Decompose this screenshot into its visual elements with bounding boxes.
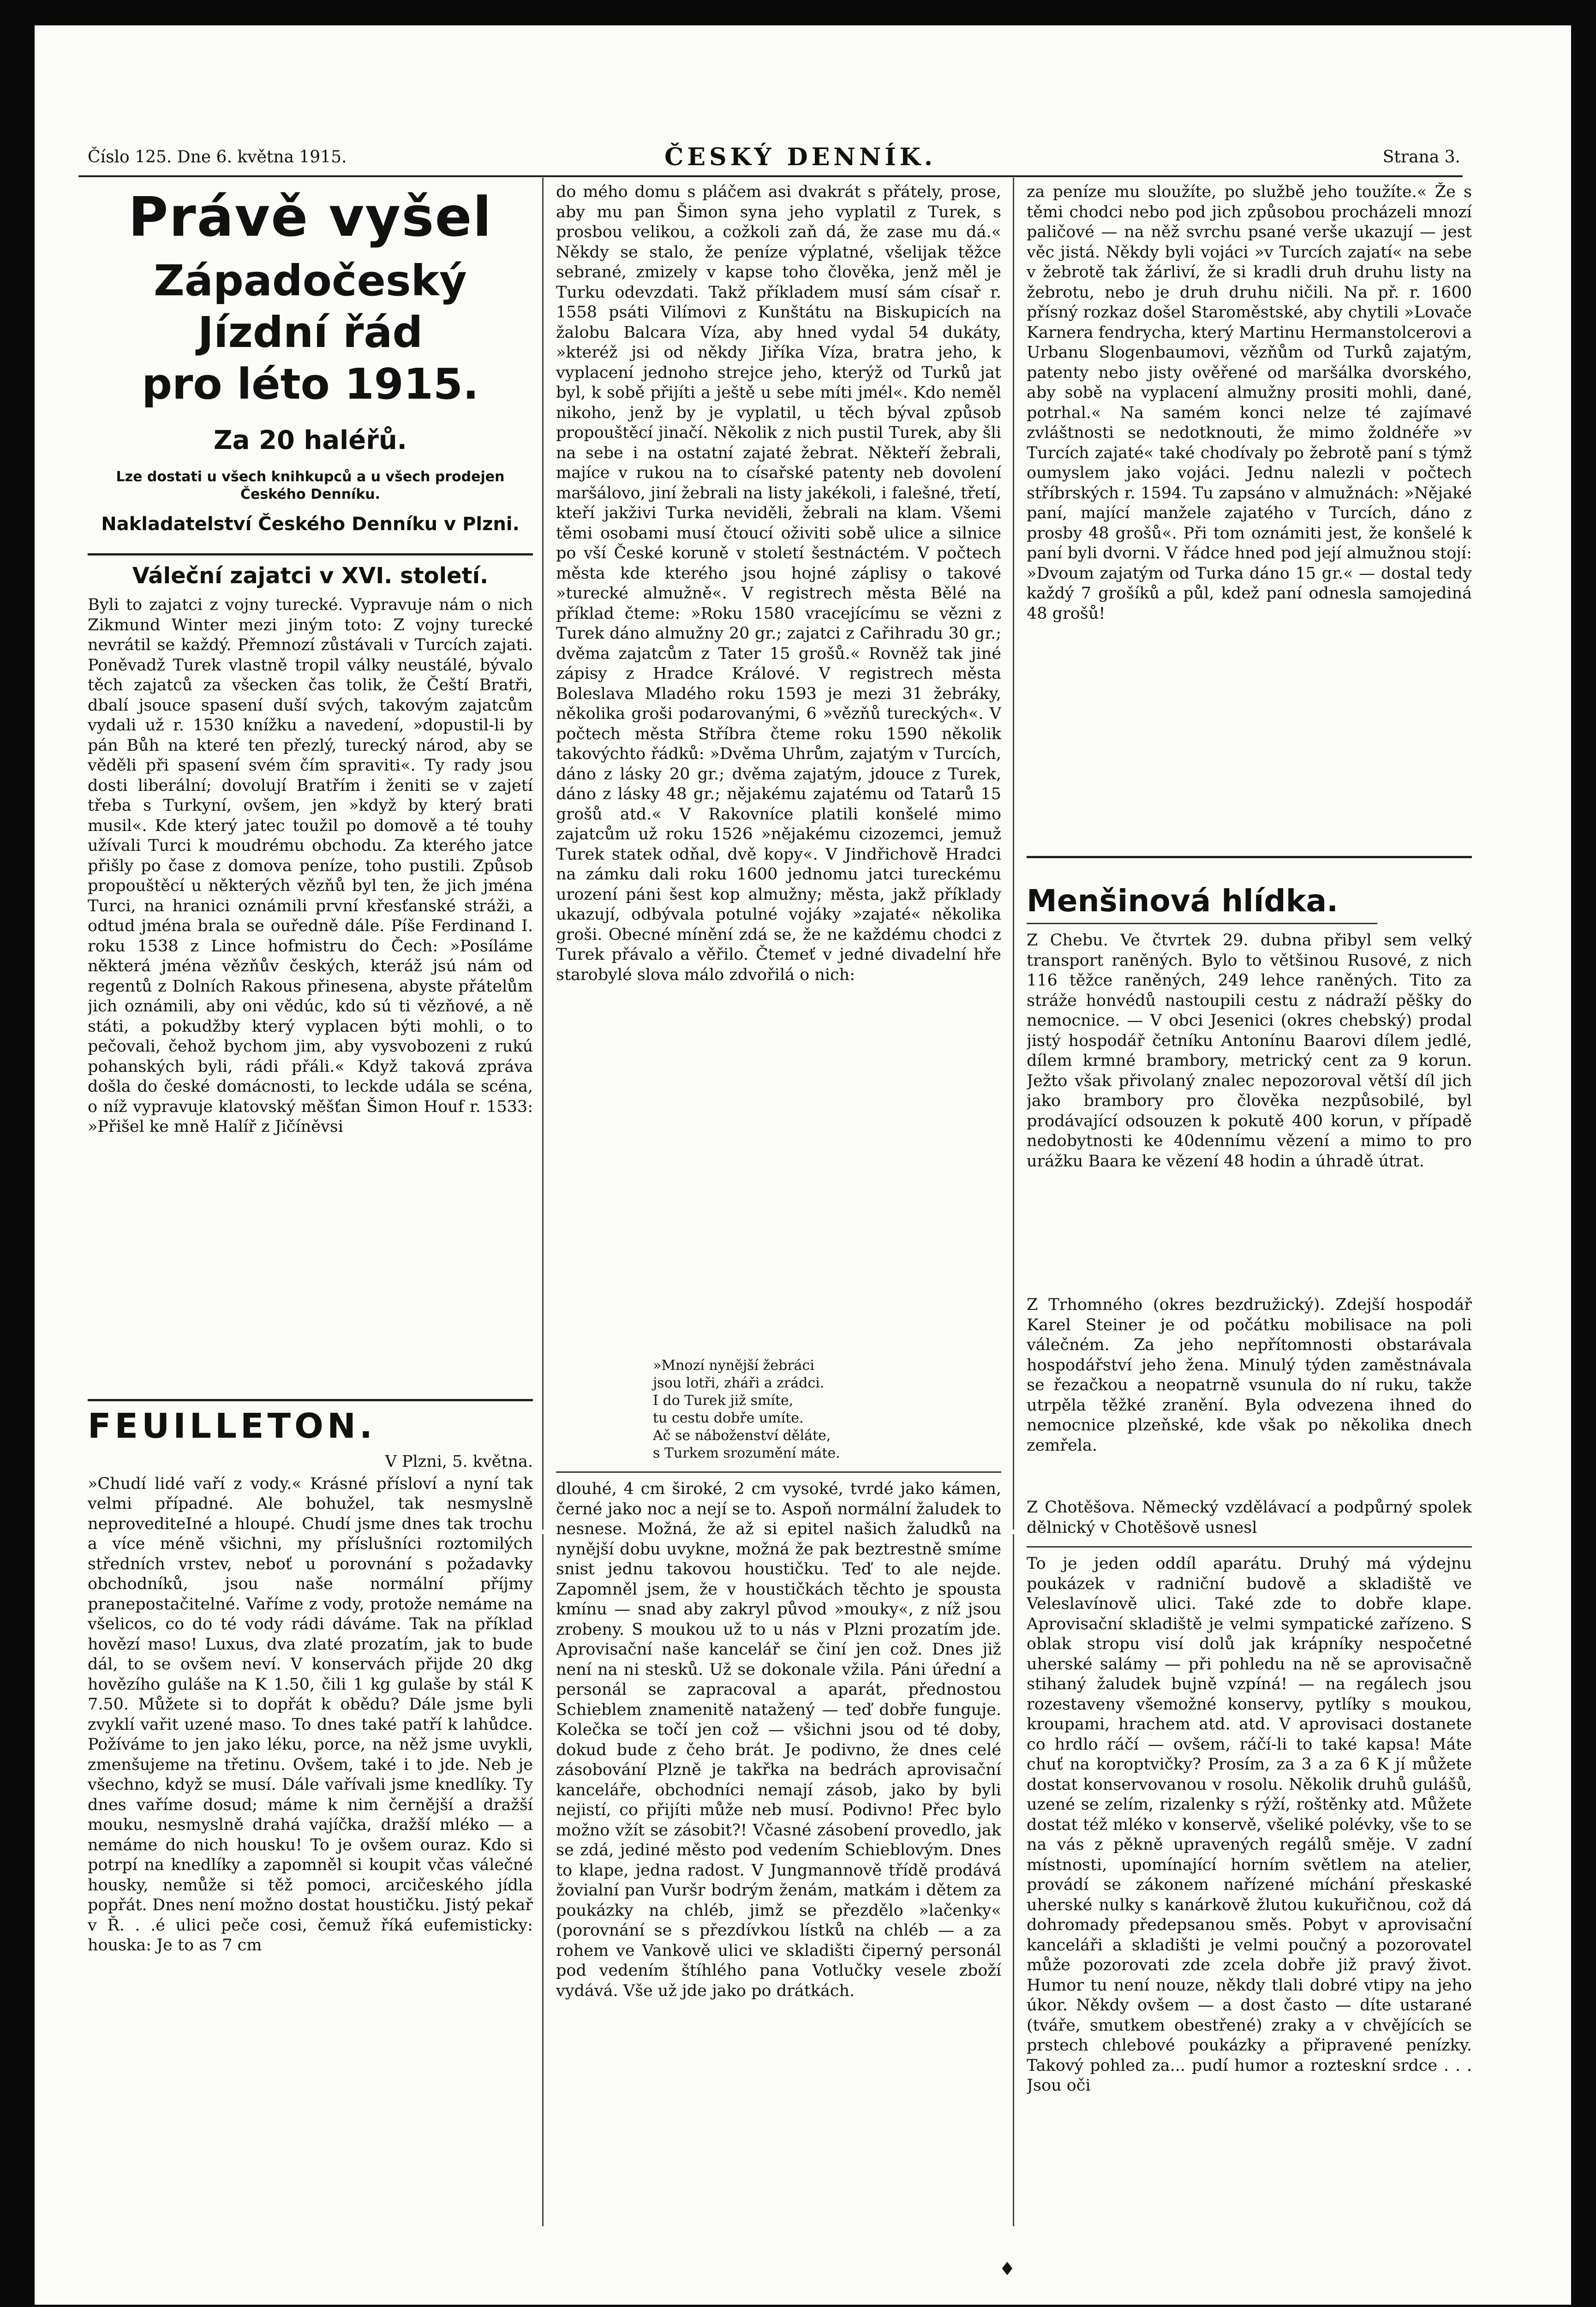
poem-line: s Turkem srozumění máte.	[653, 1445, 840, 1461]
article-text: Z Chebu. Ve čtvrtek 29. dubna přibyl sem velký transport raněných. Bylo to většinou Rusové, z nich 116 těžce raněných, 249 lehce raněných. Tito za stráže honvédů nastoupili cestu z nádraží pěšky do nemocnice. — V obci Jesenici (okres chebský) prodal jistý hospodář četníku Antonínu Baarovi dílem jedlé, dílem krmné brambory, metrický cent za 9 korun. Ježto však přivolaný znalec nepozoroval větší díl jich jako brambory pro člověka nezpůsobilé, byl prodávající odsouzen k pokutě 400 korun, v případě nedobytnosti ke 40dennímu vězení a mimo to pro urážku Baara ke vězení 48 hodin a úhradě útrat.	[1027, 931, 1472, 1171]
page-header	[88, 143, 1460, 175]
column-3	[1027, 182, 1472, 2209]
article-text: Z Trhomného (okres bezdružický). Zdejší hospodář Karel Steiner je od počátku mobilisace na poli válečném. Za jeho nepřítomnosti obstarávala hospodářství jeho žena. Minulý týden zaměstnávala se řezačkou a neopatrně vsunula do ní ruku, takže utrpěla těžké zranění. Byla odvezena ihned do nemocnice plzeňské, kde však po několika dnech zemřela.	[1027, 1296, 1472, 1455]
issue-info: Číslo 125. Dne 6. května 1915.	[88, 148, 347, 167]
column-rule	[542, 1534, 544, 2226]
poem-line: Ač se náboženství děláte,	[653, 1428, 831, 1444]
column-2	[556, 182, 1001, 2144]
feuilleton-text: To je jeden oddíl aparátu. Druhý má výdejnu poukázek v radniční budově a skladiště ve Veleslavínově ulici. Také zde to dobře klape. Aprovisační skladiště je velmi sympatické zařízeno. S oblak stropu visí dolů jak krápníky nespočetné uherské salámy — při pohledu na ně se aprovisačně stihaný žaludek bujně vzpíná! — na regálech jsou rozestaveny všemožné konservy, pytlíky s moukou, kroupami, hrachem atd. atd. V aprovisaci dostanete co hrdlo ráčí — ovšem, ráčí-li to také kapsa! Máte chuť na koroptvičky? Prosím, za 3 a za 6 K jí můžete dostat konservovanou v rosolu. Několik druhů gulášů, uzené se zelím, rizalenky s rýží, roštěnky atd. Můžete dostat též mléko v konservě, všeliké polévky, vše to se na vás z pěkně upravených regálů směje. V zadní místnosti, upomínající horním světlem na atelier, provádí se zákonem nařízené míchání přeskaské uherské nulky s kanárkově žlutou kukuřičnou, což dá dohromady předepsanou směs. Pobyt v aprovisační kanceláři a skladišti je velmi poučný a pozorovatel může pozorovati zde zcela dobře již pravý život. Humor tu není nouze, někdy tlali dobré vtipy na jeho úkor. Někdy ovšem — a dost často — díte ustarané (tváře, smutkem obestřené) zraky a v chvějících se prstech chlebové poukázky a připravené penízky. Takový pohled za... pudí humor a rozteskní srdce . . . Jsou oči	[1027, 1554, 1472, 2095]
article-text: za peníze mu sloužíte, po službě jeho toužíte.« Že s těmi chodci nebo pod jich způsobou procházeli mnozí paličové — na něž svrchu psané verše ukazují — jest věc jistá. Někdy byli vojáci »v Turcích zajatí« na sebe v žebrotě tak žárliví, že si kradli druh druhu listy na žebrotu, nebo je druh druhu ničili. Na př. r. 1600 přísný rozkaz došel Staroměstské, aby chytili »Lovače Karnera fendrycha, který Martinu Hermanstolcerovi a Urbanu Slogenbaumovi, vězňům od Turků zajatým, patenty nebo jisty ověřené od maršálka dvorského, aby sobě na vyplacení almužny prositi mohli, dané, potrhal.« Na samém konci nelze té zajímavé zvláštnosti se nedotknouti, že mimo žoldnéře »v Turcích zajaté« také chodívaly po žebrotě paní s týmž oumyslem jako vojáci. Jednu nalezli v počtech stříbrských r. 1594. Tu zapsáno v almužnách: »Nějaké paní, mající manžele zajatého v Turcích, dáno z prosby 48 grošů«. Při tom oznámiti jest, že konšelé k paní byli dvorni. V řádce hned pod její almužnou stojí: »Dvoum zajatým od Turka dáno 15 gr.« — dostal tedy každý 7 grošíků a půl, kdež paní odnesla samojediná 48 grošů!	[1027, 183, 1472, 623]
section-rule	[88, 1399, 533, 1401]
title-underline	[1027, 923, 1377, 924]
masthead: ČESKÝ DENNÍK.	[664, 143, 937, 171]
advertisement	[88, 187, 533, 536]
feuilleton-text: »Chudí lidé vaří z vody.« Krásné přísloví a nyní tak velmi případné. Ale bohužel, tak nesmyslně neprovediteIné a hloupé. Chudí jsme dnes tak trochu a více méně všichni, my příslušníci roztomilých středních vrstev, neboť u porovnání s požadavky obchodníků, jsou naše normální příjmy pranepostačitelné. Vaříme z vody, protože nemáme na všelicos, co do té vody rádi dáváme. Tak na příklad hovězí maso! Luxus, dva zlaté prozatím, jak to bude dál, to se ovšem neví. V konservách přijde 20 dkg hovězího guláše na K 1.50, čili 1 kg gulaše by stál K 7.50. Můžete si to dopřát k obědu? Dále jsme byli zvyklí vařit uzené maso. To dnes také patří k lahůdce. Požíváme to jen jako léku, porce, na něž jsme uvykli, zmenšujeme na třetinu. Ovšem, také i to jde. Neb je všechno, když se musí. Dále vařívali jsme knedlíky. Ty dnes vaříme dosud; máme k nim černější a dražší mouku, nesmyslně drahá vajíčka, dražší mléko — a nemáme do nich housku! To je ovšem ouraz. Kdo si potrpí na knedlíky a zapomněl si koupit včas válečné housky, nemůže si těž pomoci, arcičeského jídla popřát. Dnes není možno dostat houstičku. Jistý pekař v Ř. . .é ulici peče cosi, čemuž říká eufemisticky: houska: Je to as 7 cm	[88, 1474, 533, 1954]
section-rule	[1027, 856, 1472, 858]
newspaper-page	[35, 25, 1571, 2305]
ad-availability: Lze dostati u všech knihkupců a u všech prodejen Českého Denníku.	[116, 469, 505, 502]
section-rule	[556, 1471, 1001, 1473]
poem-line: I do Turek již smíte,	[653, 1393, 794, 1409]
article-title: Váleční zajatci v XVI. století.	[132, 563, 489, 589]
feuilleton-dateline: V Plzni, 5. května.	[385, 1452, 533, 1471]
poem-line: jsou lotři, zháři a zrádci.	[653, 1375, 825, 1391]
column-1	[88, 187, 533, 2065]
ad-region: Západočeský	[154, 256, 467, 305]
article-text: Byli to zajatci z vojny turecké. Vypravuje nám o nich Zikmund Winter mezi jiným toto: Z vojny turecké nevrátil se každý. Přemnozí zůstávali v Turcích zajati. Poněvadž Turek vlastně tropil války neustálé, bývalo těch zajatců za všecken čas tolik, že Čeští Bratři, dbalí jsouce spasení duší svých, takovým zajatcům vydali už r. 1530 knížku a navedení, »dopustil-li by pán Bůh na které ten přezlý, turecký národ, aby se věděli při spasení svém čím spraviti«. Ty rady jsou dosti liberální; dovolují Bratřím i ženiti se v zajetí třeba s Turkyní, ovšem, jen »když by který brati musil«. Kde který jatec toužil po domově a té touhy užívali Turci k moudrému obchodu. Za kterého jatce přišly po čase z domova peníze, toho pustili. Způsob propouštěcí u některých vězňů byl ten, že jich jména Turci, na hranici oznámili první křesťanské stráži, a odtud jména brala se ouředně dále. Píše Ferdinand I. roku 1538 z Lince hofmistru do Čech: »Posíláme některá jména vězňův českých, kteráž jsú nám od regentů z Dolních Rakous přinesena, abyste přátelům jich oznámili, aby oni vědúc, kdo sú ti vězňové, a ně státi, a pokudžby který vyplacen býti mohli, o to pečovali, čehož bychom jim, aby vysvobozeni z rukú pohanských byli, rádi přáli.« Když taková zpráva došla do české domácnosti, to leckde udála se scéna, o níž vypravuje klatovský měšťan Šimon Houf r. 1533: »Přišel ke mně Halíř z Jičíněvsi	[88, 596, 533, 1136]
column-rule	[542, 178, 544, 1530]
feuilleton-text: dlouhé, 4 cm široké, 2 cm vysoké, tvrdé jako kámen, černé jako noc a nejí se to. Aspoň normální žaludek to nesnese. Možná, že až si epitel našich žaludků na nynější dobu uvykne, možná že pak beztrestně smíme snist jednu takovou houstičku. Teď to ale nejde. Zapomněl jsem, že v houstičkách těchto je spousta kmínu — snad aby zakryl původ »mouky«, z níž jsou zrobeny. S moukou už to u nás v Plzni prozatím jde. Aprovisační naše kancelář se činí jen což. Dnes již není na ni stesků. Už se dokonale vžila. Páni úřední a personál se zapracoval a aparát, přednostou Schieblem znamenitě natažený — teď dobře funguje. Kolečka se točí jen což — všichni jsou od té doby, dokud bude z čeho brát. Je podivno, že dnes celé zásobování Plzně je takřka na bedrách aprovisační kanceláře, obchodníci nemají zásob, jako by byli nejistí, co přijíti může neb musí. Podivno! Přec bylo možno vžít se zásobit?! Včasné zásobení provedlo, jak se zdá, jediné město pod vedením Schieblovým. Dnes to klape, jedna radost. V Jungmannově třídě prodává žovialní pan Vuršr bodrým ženám, matkám i dětem za poukázky na chléb, jimž se přezdělo »lačenky« (porovnání se s přezdívkou lístků na chléb — a za rohem ve Vankově ulici ve skladišti čiperný personál pod vedením štíhlého pana Votlučky vesele zboží vydává. Vše už jde jako po drátkách.	[556, 1480, 1001, 2000]
column-rule	[1013, 178, 1014, 1530]
ad-headline: Právě vyšel	[128, 185, 492, 249]
ad-publisher: Nakladatelství Českého Denníku v Plzni.	[101, 514, 520, 535]
feuilleton-title: FEUILLETON.	[88, 1406, 377, 1446]
article-text: Z Chotěšova. Německý vzdělávací a podpůrný spolek dělnický v Chotěšově usnesl	[1027, 1498, 1472, 1537]
ad-season: pro léto 1915.	[142, 359, 479, 409]
section-rule	[1027, 1546, 1472, 1548]
poem	[556, 1357, 1001, 1462]
section-rule	[88, 553, 533, 556]
poem-line: »Mnozí nynější žebráci	[653, 1357, 814, 1374]
ad-product: Jízdní řád	[197, 308, 423, 357]
column-rule	[1013, 1534, 1014, 2226]
poem-line: tu cestu dobře umíte.	[653, 1410, 804, 1426]
header-rule	[78, 175, 1463, 177]
article-title: Menšinová hlídka.	[1027, 883, 1339, 919]
ad-price: Za 20 haléřů.	[214, 425, 407, 455]
page-number: Strana 3.	[1382, 148, 1460, 167]
ornament-icon: ♦	[999, 2259, 1016, 2280]
article-text: do mého domu s pláčem asi dvakrát s přátely, prose, aby mu pan Šimon syna jeho vyplatil z Turek, s prosbou velikou, a cožkoli zaň dá, že zase mu dá.« Někdy se stalo, že peníze výplatné, všelijak těžce sebrané, zmizely v kapse toho člověka, jenž měl je Turku odevzdati. Takž příkladem musí sám císař r. 1558 psáti Vilímovi z Kunštátu na Biskupicích na žalobu Balcara Víza, aby hned vydal 54 dukáty, »kteréž jsi od někdy Jiříka Víza, bratra jeho, k vyplacení jednoho strejce jeho, kterýž od Turků jat byl, k sobě přijíti a ještě u sebe míti jmél«. Kdo neměl nikoho, jenž by je vyplatil, u těch býval způsob propouštěcí jinačí. Několik z nich pustil Turek, aby šli na sebe i na ostatní zajaté žebrat. Někteří žebrali, majíce v rukou na to císařské patenty neb dovolení maršálovo, jiní žebrali na listy jakékoli, i falešné, třetí, kteří jakživi Turka neviděli, žebrali na klam. Všemi těmi osobami musí čtoucí oživiti sobě ulice a silnice po vší České koruně v století šestnáctém. V počtech města kde kterého jsou hojné záplisy o takové »turecké almužně«. V registrech města Bělé na příklad čteme: »Roku 1580 vracejícímu se vězni z Turek dáno almužny 20 gr.; zajatci z Cařihradu 30 gr.; dvěma zajatcům z Tater 15 grošů.« Rovněž tak jiné zápisy z Hradce Králové. V registrech města Boleslava Mladého roku 1593 je mezi 31 žebráky, několika groši podarovanými, 6 »vězňů tureckých«. V počtech města Stříbra čteme roku 1590 několik takovýchto řádků: »Dvěma Uhrům, zajatým v Turcích, dáno z lásky 20 gr.; dvěma zajatým, jdouce z Turek, dáno z lásky 48 gr.; nějakému zajatému od Tatarů 15 grošů atd.« V Rakovníce platili konšelé mimo zajatcům už roku 1526 »nějakému cizozemci, jemuž Turek statek odňal, dvě kopy«. V Jindřichově Hradci na zámku dali roku 1600 jednomu jatci tureckému urození páni šest kop almužny; města, jakž příklady ukazují, odbývala potulné vojáky »zajaté« několika groši. Obecné mínění zdá se, že ne každému chodci z Turek přávalo a věřilo. Čtemeť v jedné divadelní hře starobylé slova málo zdvořilá o nich:	[556, 183, 1001, 984]
